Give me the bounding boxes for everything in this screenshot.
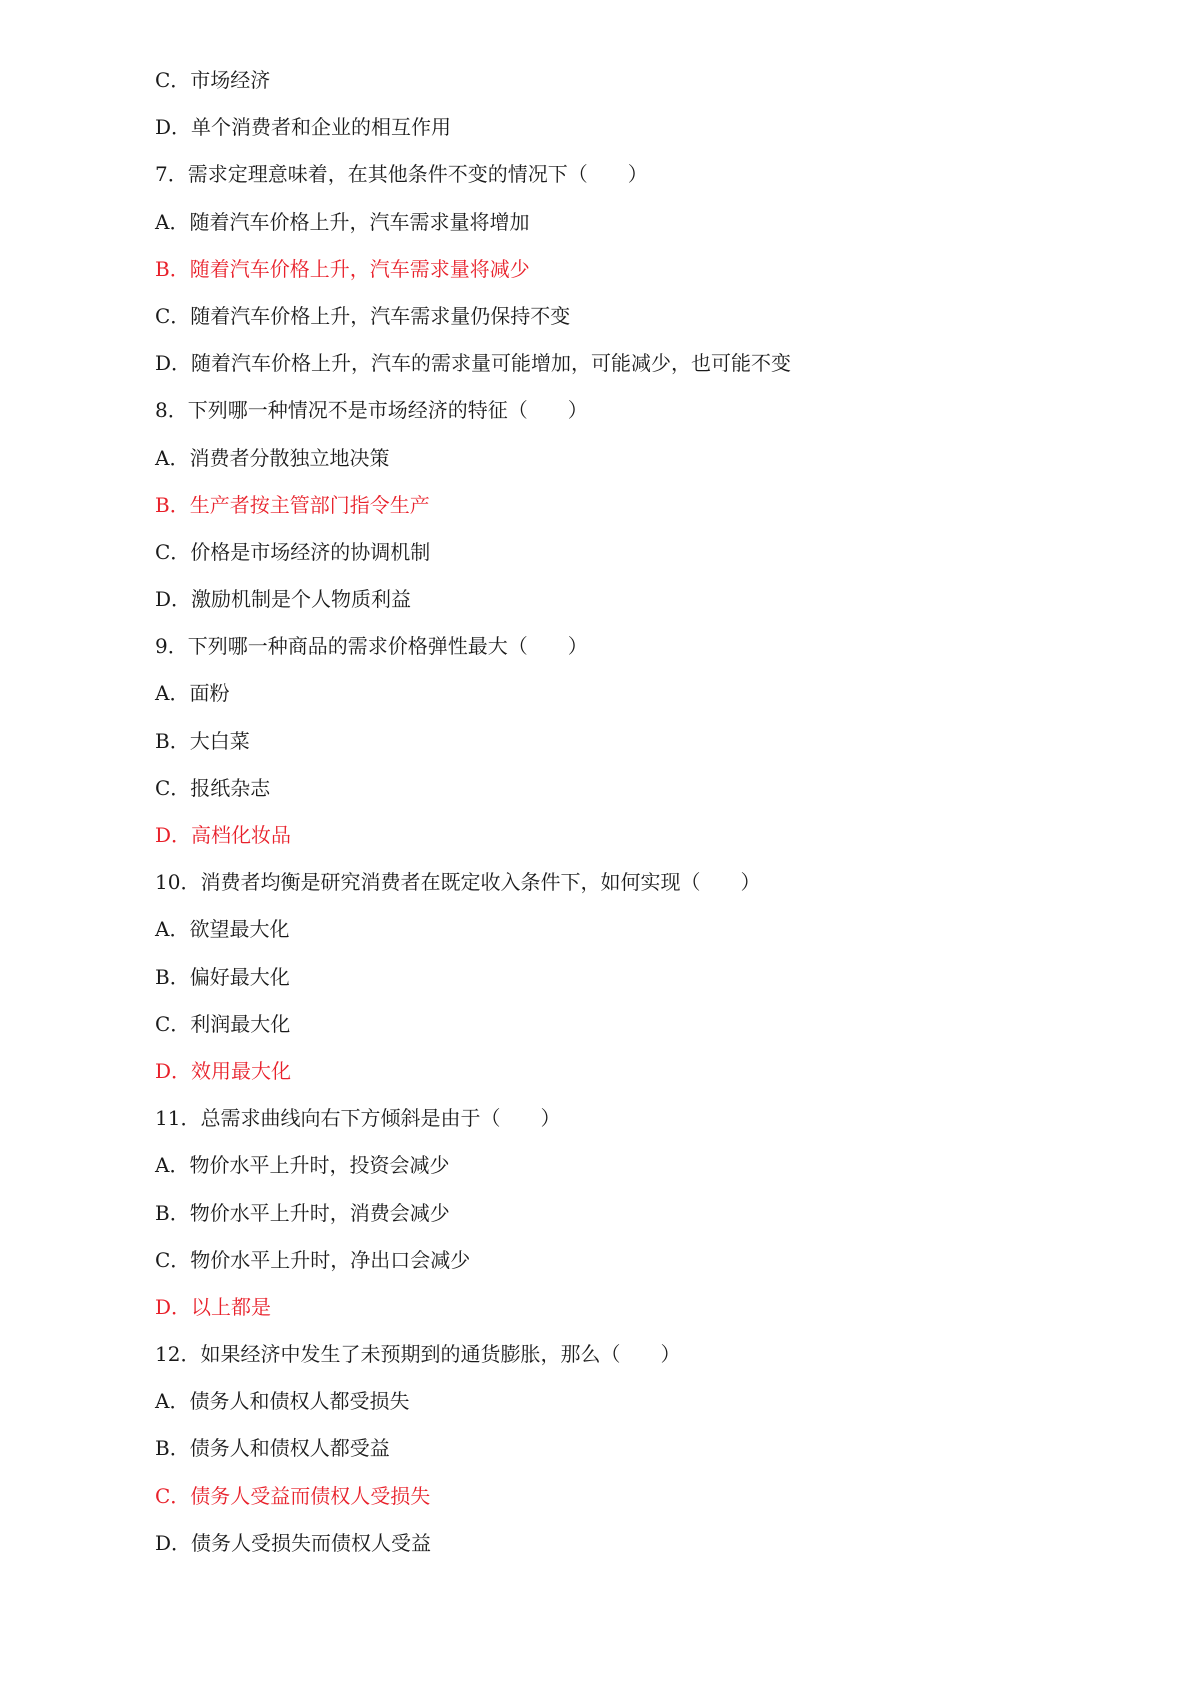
option: C．物价水平上升时，净出口会减少 <box>155 1247 471 1272</box>
correct-option: C．债务人受益而债权人受损失 <box>155 1483 431 1508</box>
option: C．利润最大化 <box>155 1011 291 1036</box>
option: A．欲望最大化 <box>155 917 290 942</box>
option: D．随着汽车价格上升，汽车的需求量可能增加，可能减少，也可能不变 <box>155 351 792 376</box>
option: A．消费者分散独立地决策 <box>155 445 390 470</box>
correct-option: D．效用最大化 <box>155 1058 292 1083</box>
option: A．随着汽车价格上升，汽车需求量将增加 <box>155 209 530 234</box>
option: A．面粉 <box>155 681 230 706</box>
option: D．激励机制是个人物质利益 <box>155 587 412 612</box>
question-stem: 9．下列哪一种商品的需求价格弹性最大（ ） <box>155 634 588 659</box>
correct-option: B．随着汽车价格上升，汽车需求量将减少 <box>155 256 530 281</box>
option: B．大白菜 <box>155 728 250 753</box>
option: A．物价水平上升时，投资会减少 <box>155 1153 450 1178</box>
correct-option: D．高档化妆品 <box>155 823 292 847</box>
option: C．报纸杂志 <box>155 775 271 800</box>
correct-option: D．以上都是 <box>155 1294 272 1319</box>
option: C．市场经济 <box>155 68 271 92</box>
question-stem: 7．需求定理意味着，在其他条件不变的情况下（ ） <box>155 162 648 187</box>
option: D．单个消费者和企业的相互作用 <box>155 115 452 140</box>
option: C．随着汽车价格上升，汽车需求量仍保持不变 <box>155 303 571 328</box>
option: B．偏好最大化 <box>155 964 290 989</box>
option: D．债务人受损失而债权人受益 <box>155 1530 432 1555</box>
question-stem: 10．消费者均衡是研究消费者在既定收入条件下，如何实现（ ） <box>155 870 761 895</box>
question-stem: 12．如果经济中发生了未预期到的通货膨胀，那么（ ） <box>155 1342 681 1367</box>
option: B．物价水平上升时，消费会减少 <box>155 1200 450 1225</box>
question-list <box>155 62 1115 1572</box>
option: A．债务人和债权人都受损失 <box>155 1389 410 1414</box>
option: B．债务人和债权人都受益 <box>155 1436 390 1461</box>
option: C．价格是市场经济的协调机制 <box>155 539 431 564</box>
question-stem: 8．下列哪一种情况不是市场经济的特征（ ） <box>155 398 588 423</box>
correct-option: B．生产者按主管部门指令生产 <box>155 492 430 517</box>
question-stem: 11．总需求曲线向右下方倾斜是由于（ ） <box>155 1106 561 1131</box>
